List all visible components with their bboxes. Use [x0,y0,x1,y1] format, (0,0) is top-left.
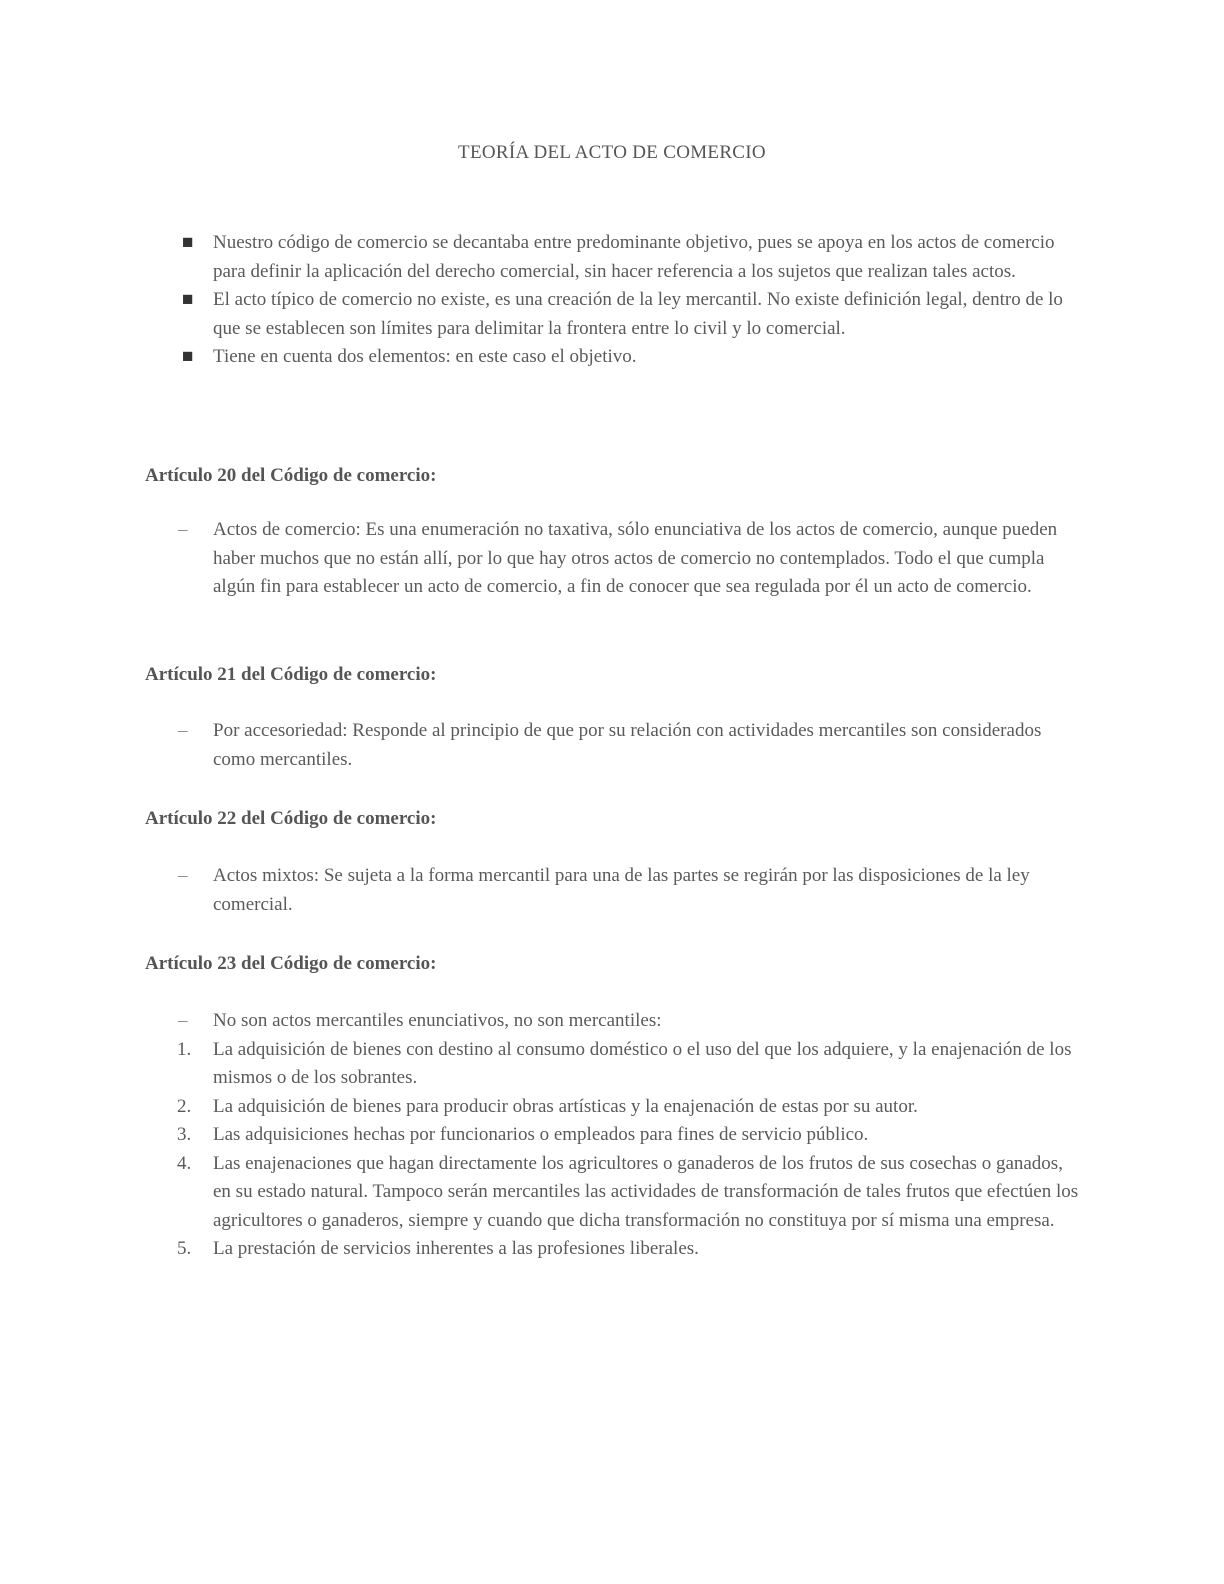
section-list-art22 [145,862,1080,919]
list-item: – Por accesoriedad: Responde al principio de que por su relación con actividades mercantiles son considerados como mercantiles. [145,717,1080,774]
numbered-item: 1. La adquisición de bienes con destino al consumo doméstico o el uso del que los adquiere, y la enajenación de los mismos o de los sobrantes. [177,1038,1072,1088]
section-heading-art20: Artículo 20 del Código de comercio: [145,465,437,486]
bullet-icon: ■ [182,346,194,367]
list-item: ■ Tiene en cuenta dos elementos: en este caso el objetivo. [145,343,1080,372]
dash-marker: – [178,720,188,741]
list-item: – Actos de comercio: Es una enumeración no taxativa, sólo enunciativa de los actos de comercio, aunque pueden haber muchos que no están allí, por lo que hay otros actos de comercio no contemplados. Todo el que cumpla algún fin para establecer un acto de comercio, a fin de conocer que sea regulada por él un acto de comercio. [145,516,1080,602]
numbered-list [145,1036,1080,1264]
section-heading-art21: Artículo 21 del Código de comercio: [145,664,437,685]
section-heading-art22: Artículo 22 del Código de comercio: [145,808,437,829]
bullet-icon: ■ [182,289,194,310]
intro-list [145,229,1080,372]
numbered-item: 3. Las adquisiciones hechas por funcionarios o empleados para fines de servicio público. [177,1124,869,1145]
section-list-art23 [145,1007,1080,1264]
list-item: ■ Nuestro código de comercio se decantaba entre predominante objetivo, pues se apoya en los actos de comercio para definir la aplicación del derecho comercial, sin hacer referencia a los sujetos que realizan tales actos. [145,229,1080,286]
dash-marker: – [178,865,188,886]
numbered-item: 2. La adquisición de bienes para producir obras artísticas y la enajenación de estas por su autor. [177,1095,918,1117]
section-heading-art23: Artículo 23 del Código de comercio: [145,953,437,974]
numbered-item: 4. Las enajenaciones que hagan directamente los agricultores o ganaderos de los frutos de sus cosechas o ganados, en su estado natural. Tampoco serán mercantiles las actividades de transformación de tales frutos que efectúen los agricultores o ganaderos, siempre y cuando que dicha transformación no constituya por sí misma una empresa. [177,1152,1079,1231]
dash-marker: – [178,519,188,540]
section-list-art20 [145,516,1080,602]
list-item: ■ El acto típico de comercio no existe, es una creación de la ley mercantil. No existe definición legal, dentro de lo que se establecen son límites para delimitar la frontera entre lo civil y lo comercial. [145,286,1080,343]
list-item: – Actos mixtos: Se sujeta a la forma mercantil para una de las partes se regirán por las disposiciones de la ley comercial. [145,862,1080,919]
bullet-icon: ■ [182,232,194,253]
numbered-item: 5. La prestación de servicios inherentes a las profesiones liberales. [177,1238,699,1259]
list-item: – No son actos mercantiles enunciativos, no son mercantiles: [145,1007,1080,1036]
section-list-art21 [145,717,1080,774]
dash-marker: – [178,1010,188,1031]
document-title: TEORÍA DEL ACTO DE COMERCIO [458,142,766,163]
